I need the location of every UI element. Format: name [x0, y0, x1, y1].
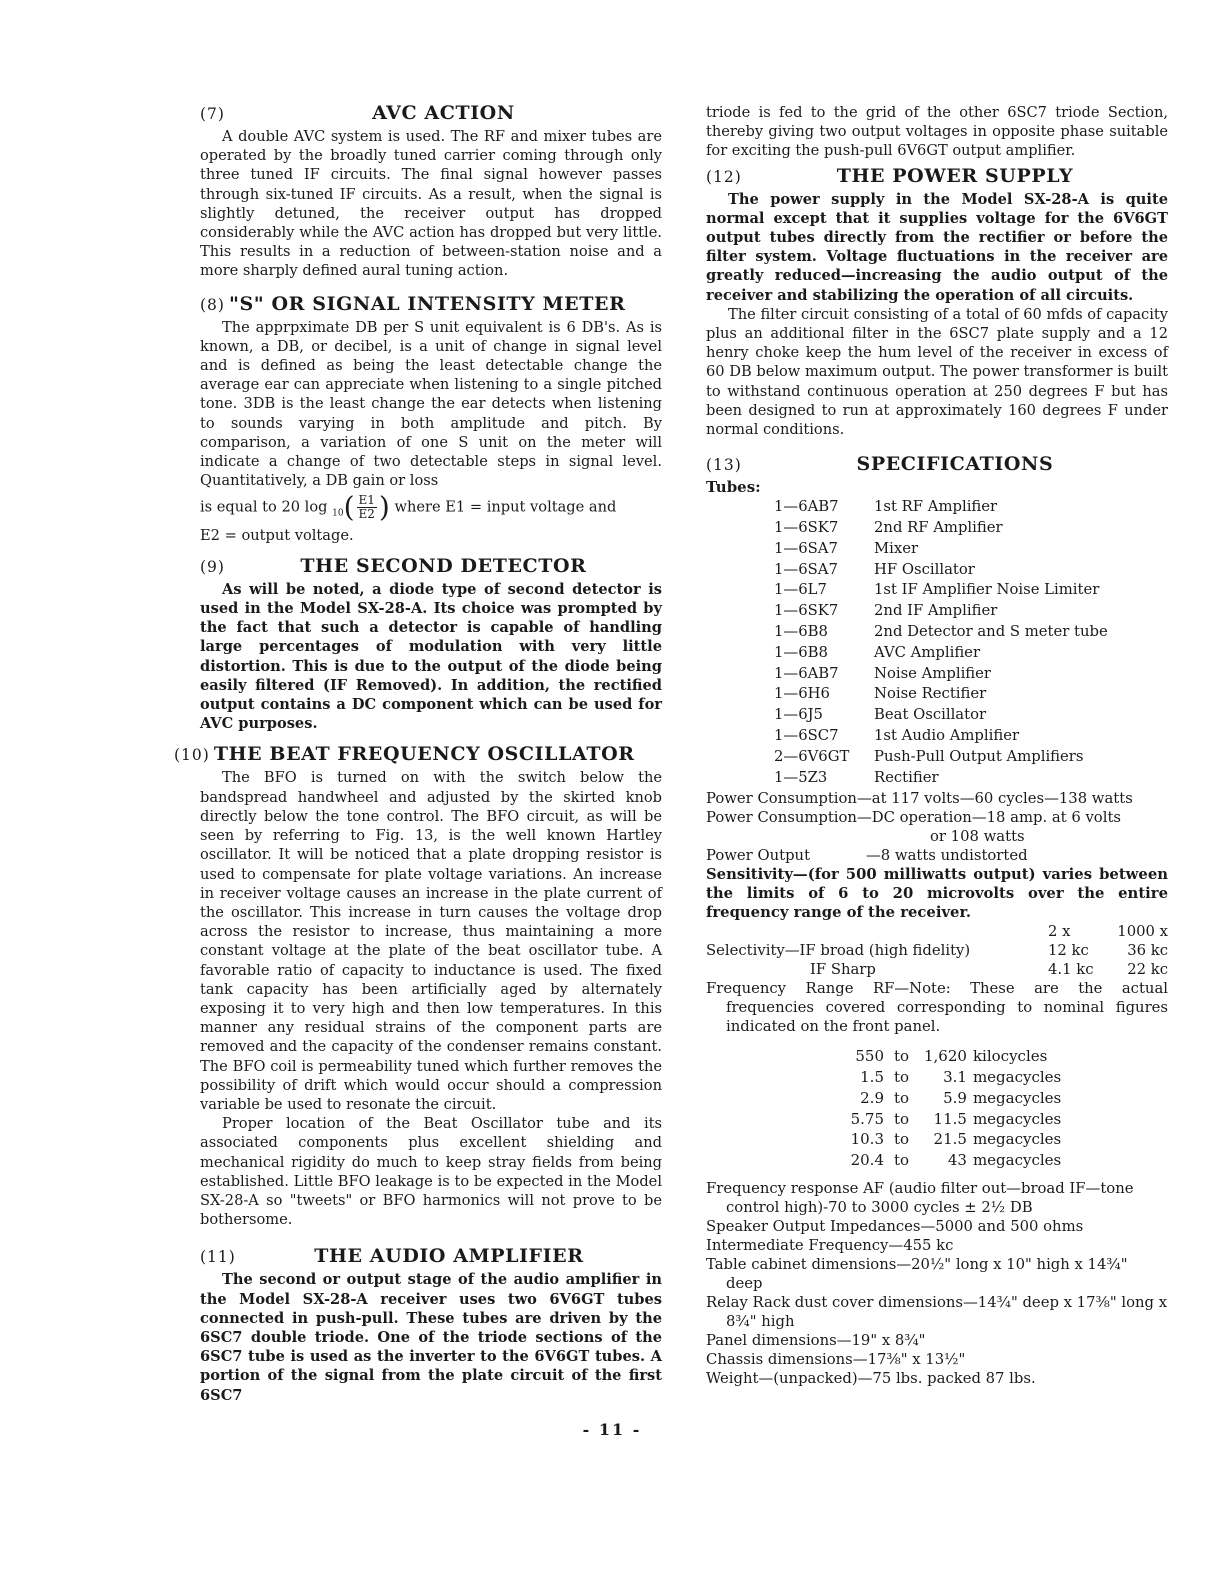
chassis-dimensions: Chassis dimensions—17⅜" x 13½" [706, 1351, 966, 1369]
left-column [174, 98, 662, 1405]
frequency-range-row [824, 1130, 1061, 1151]
table-cabinet-dimensions: Table cabinet dimensions—20½" long x 10" high x 14¾" deep [706, 1256, 1128, 1293]
tube-row [774, 685, 1108, 706]
tube-type: 1—6B8 [774, 623, 828, 641]
tube-function: HF Oscillator [874, 560, 975, 578]
selectivity-head-1000x: 1000 x [1117, 923, 1168, 941]
tube-row [774, 623, 1108, 644]
formula-numerator: E1 [358, 493, 375, 508]
section-heading-bfo [174, 743, 662, 765]
formula-pre: is equal to 20 log [200, 498, 328, 516]
selectivity-broad [706, 941, 1168, 960]
tube-function: 1st RF Amplifier [874, 498, 998, 516]
frequency-range-row [824, 1150, 1061, 1171]
power-paragraph-2: The filter circuit consisting of a total of 60 mfds of capacity plus an additional filter in the 6SC7 plate supply and a 12 henry choke keep the hum level of the receiver in excess of 60 DB below maximum output. The power transformer is built to withstand continuous operation at 250 degrees F but has been designed to run at approximately 160 degrees F under normal conditions. [706, 305, 1168, 439]
tube-row [774, 602, 1108, 623]
section-title: THE POWER SUPPLY [836, 164, 1074, 187]
power-consumption-dc: Power Consumption—DC operation—18 amp. at 6 volts [706, 809, 1121, 827]
section-title: SPECIFICATIONS [856, 453, 1054, 476]
sensitivity: Sensitivity—(for 500 milliwatts output) varies between the limits of 6 to 20 microvolts over the entire frequency range of the receiver. [706, 866, 1168, 922]
bfo-paragraph-2: Proper location of the Beat Oscillator tube and its associated components plus excellent shielding and mechanical rigidity do much to keep stray fields from being established. Little BFO leakage is to be expected in the Model SX-28-A so "tweets" or BFO harmonics will not prove to be bothersome. [200, 1115, 662, 1229]
range-to: to [894, 1068, 910, 1087]
formula-post: where E1 = input voltage and [394, 498, 617, 516]
power-consumption-dc-watts: or 108 watts [930, 828, 1025, 846]
range-unit: megacycles [972, 1151, 1062, 1170]
range-start: 550 [855, 1047, 884, 1066]
section-number: (10) [174, 746, 210, 765]
selectivity-broad-label: Selectivity—IF broad (high fidelity) [706, 942, 971, 960]
range-end: 3.1 [943, 1068, 967, 1087]
section-number: (9) [200, 557, 225, 576]
tube-type: 1—6J5 [774, 706, 823, 724]
range-end: 1,620 [924, 1047, 967, 1066]
section-heading-power [706, 165, 1168, 187]
formula-fraction [357, 494, 377, 521]
section-heading-smeter [200, 293, 662, 315]
relay-rack-dimensions: Relay Rack dust cover dimensions—14¾" deep x 17⅜" long x 8¾" high [706, 1294, 1168, 1331]
range-end: 11.5 [933, 1109, 967, 1128]
intermediate-frequency: Intermediate Frequency—455 kc [706, 1237, 954, 1255]
frequency-range-row [824, 1046, 1061, 1067]
tubes-label: Tubes: [706, 478, 761, 497]
page-number: - 11 - [582, 1420, 642, 1439]
selectivity-broad-2x: 12 kc [1048, 942, 1089, 960]
tube-function: 1st Audio Amplifier [874, 727, 1020, 745]
tube-row [774, 665, 1108, 686]
range-to: to [894, 1130, 910, 1149]
section-title: AVC ACTION [372, 102, 515, 124]
speaker-impedance: Speaker Output Impedances—5000 and 500 ohms [706, 1218, 1084, 1236]
tube-function: Noise Amplifier [874, 664, 991, 682]
tube-function: 2nd IF Amplifier [874, 602, 998, 620]
range-start: 5.75 [850, 1109, 884, 1128]
section-title: THE SECOND DETECTOR [300, 554, 587, 577]
tube-row [774, 727, 1108, 748]
tube-function: Mixer [874, 539, 919, 557]
tube-function: 2nd RF Amplifier [874, 519, 1003, 537]
tube-function: 2nd Detector and S meter tube [874, 623, 1108, 641]
power-output [706, 846, 1168, 865]
section-number: (7) [200, 105, 225, 123]
range-start: 1.5 [860, 1068, 884, 1087]
range-start: 20.4 [850, 1151, 884, 1170]
range-end: 21.5 [933, 1130, 967, 1149]
section-title: THE AUDIO AMPLIFIER [314, 1245, 584, 1268]
audio-paragraph-continued: triode is fed to the grid of the other 6SC7 triode Section, thereby giving two output voltages in opposite phase suitable for exciting the push-pull 6V6GT output amplifier. [706, 104, 1168, 160]
frequency-response: Frequency response AF (audio filter out—broad IF—tone control high)-70 to 3000 cycles ± 2½ DB [706, 1180, 1134, 1217]
range-to: to [894, 1047, 910, 1066]
selectivity-broad-1000x: 36 kc [1127, 942, 1168, 960]
avc-paragraph: A double AVC system is used. The RF and mixer tubes are operated by the broadly tuned carrier coming through only three tuned IF circuits. The final signal however passes through six-tuned IF circuits. As a result, when the signal is slightly detuned, the receiver output has dropped considerably while the AVC action has dropped but very little. This results in a reduction of between-station noise and a more sharply defined aural tuning action. [200, 128, 662, 280]
frequency-range: Frequency Range RF—Note: These are the actual frequencies covered corresponding to nominal figures indicated on the front panel. [706, 980, 1168, 1036]
tube-function: Beat Oscillator [874, 706, 987, 724]
power-paragraph-1: The power supply in the Model SX-28-A is quite normal except that it supplies voltage for the 6V6GT output tubes directly from the rectifier or before the filter system. Voltage fluctuations in the receiver are greatly reduced—increasing the audio output of the receiver and stabilizing the operation of all circuits. [706, 190, 1168, 304]
section-title: THE BEAT FREQUENCY OSCILLATOR [213, 743, 635, 766]
range-to: to [894, 1151, 910, 1170]
specs-list [706, 789, 1168, 1388]
range-unit: megacycles [972, 1109, 1062, 1128]
range-to: to [894, 1109, 910, 1128]
formula-base: 10 [332, 508, 344, 519]
detector-paragraph: As will be noted, a diode type of second detector is used in the Model SX-28-A. Its choice was prompted by the fact that such a detector is capable of handling large percentages of modulation with very little distortion. This is due to the output of the diode being easily filtered (IF Removed). In addition, the rectified output contains a DC component which can be used for AVC purposes. [200, 580, 662, 733]
frequency-range-row [824, 1088, 1061, 1109]
tube-type: 1—6AB7 [774, 664, 839, 682]
section-number: (8) [200, 295, 225, 314]
section-heading-specs [706, 453, 1168, 475]
db-formula [200, 490, 662, 524]
panel-dimensions: Panel dimensions—19" x 8¾" [706, 1332, 926, 1350]
power-output-value: —8 watts undistorted [866, 847, 1028, 865]
selectivity-sharp-label: IF Sharp [810, 961, 876, 979]
frequency-ranges-table [824, 1046, 1061, 1171]
range-end: 43 [947, 1151, 967, 1170]
tube-type: 1—6SA7 [774, 539, 838, 557]
tube-type: 1—5Z3 [774, 768, 828, 786]
tube-row [774, 748, 1108, 769]
formula-line-2: E2 = output voltage. [200, 526, 354, 544]
section-number: (11) [200, 1248, 236, 1267]
tube-row [774, 498, 1108, 519]
section-heading-detector [200, 555, 662, 577]
tube-row [774, 769, 1108, 790]
power-consumption-ac: Power Consumption—at 117 volts—60 cycles—138 watts [706, 790, 1133, 808]
tube-type: 1—6B8 [774, 643, 828, 661]
weight: Weight—(unpacked)—75 lbs. packed 87 lbs. [706, 1370, 1036, 1388]
selectivity-sharp-2x: 4.1 kc [1048, 961, 1094, 979]
tube-type: 1—6SK7 [774, 602, 839, 620]
audio-paragraph: The second or output stage of the audio amplifier in the Model SX-28-A receiver uses two 6V6GT tubes connected in push-pull. These tubes are driven by the 6SC7 double triode. One of the triode sections of the 6SC7 tube is used as the inverter to the 6V6GT tubes. A portion of the signal from the plate circuit of the first 6SC7 [200, 1271, 662, 1404]
bfo-paragraph-1: The BFO is turned on with the switch below the bandspread handwheel and adjusted by the skirted knob directly below the tone control. The BFO circuit, as will be seen by referring to Fig. 13, is the well known Hartley oscillator. It will be noticed that a plate dropping resistor is used to compensate for plate voltage variations. An increase in receiver voltage causes an increase in the plate current of the oscillator. This increase in turn causes the voltage drop across the resistor to increase, thus maintaining a more constant voltage at the plate of the beat oscillator tube. A favorable ratio of capacity to inductance is used. The fixed tank capacity has been artificially aged by alternately exposing it to very high and then low temperatures. In this manner any residual strains of the component parts are removed and the capacity of the condenser remains constant. The BFO coil is permeability tuned which further removes the possibility of drift which would occur should a compression variable be used to resonate the circuit. [200, 769, 662, 1113]
tube-row [774, 581, 1108, 602]
tube-row [774, 706, 1108, 727]
section-heading-avc [200, 102, 662, 124]
paren-close-glyph: ) [378, 490, 390, 524]
selectivity-sharp [706, 960, 1168, 979]
range-unit: megacycles [972, 1088, 1062, 1107]
smeter-paragraph: The apprpximate DB per S unit equivalent is 6 DB's. As is known, a DB, or decibel, is a unit of change in signal level and is defined as being the least detectable change the average ear can appreciate when listening to a single pitched tone. 3DB is the least change the ear detects when listening to sounds varying in both amplitude and pitch. By comparison, a variation of one S unit on the meter will indicate a change of two detectable steps in signal level. Quantitatively, a DB gain or loss [200, 318, 662, 490]
tube-row [774, 519, 1108, 540]
tube-function: Noise Rectifier [874, 685, 987, 703]
tube-function: Rectifier [874, 768, 939, 786]
formula-denominator: E2 [358, 507, 375, 522]
range-start: 10.3 [850, 1130, 884, 1149]
selectivity-head-2x: 2 x [1048, 923, 1071, 941]
range-unit: megacycles [972, 1068, 1062, 1087]
section-title: "S" OR SIGNAL INTENSITY METER [228, 292, 626, 315]
paren-open-glyph: ( [343, 490, 355, 524]
section-heading-audio [200, 1245, 662, 1267]
tube-type: 1—6H6 [774, 685, 830, 703]
tube-type: 1—6SK7 [774, 519, 839, 537]
range-unit: kilocycles [972, 1047, 1048, 1066]
tube-type: 1—6SA7 [774, 560, 838, 578]
right-column [706, 103, 1168, 1388]
tube-type: 2—6V6GT [774, 747, 850, 765]
frequency-range-row [824, 1067, 1061, 1088]
tube-type: 1—6SC7 [774, 727, 839, 745]
section-number: (12) [706, 167, 742, 186]
selectivity-sharp-1000x: 22 kc [1127, 961, 1168, 979]
selectivity-header [706, 922, 1168, 941]
tube-row [774, 540, 1108, 561]
range-end: 5.9 [943, 1088, 967, 1107]
tube-type: 1—6AB7 [774, 498, 839, 516]
range-start: 2.9 [860, 1088, 884, 1107]
tube-row [774, 561, 1108, 582]
tube-row [774, 644, 1108, 665]
tubes-table [774, 498, 1108, 789]
range-unit: megacycles [972, 1130, 1062, 1149]
frequency-range-row [824, 1109, 1061, 1130]
tube-function: AVC Amplifier [874, 643, 981, 661]
tube-function: Push-Pull Output Amplifiers [874, 747, 1084, 765]
tube-type: 1—6L7 [774, 581, 827, 599]
section-number: (13) [706, 456, 742, 475]
range-to: to [894, 1088, 910, 1107]
power-output-label: Power Output [706, 847, 811, 865]
tube-function: 1st IF Amplifier Noise Limiter [874, 581, 1100, 599]
